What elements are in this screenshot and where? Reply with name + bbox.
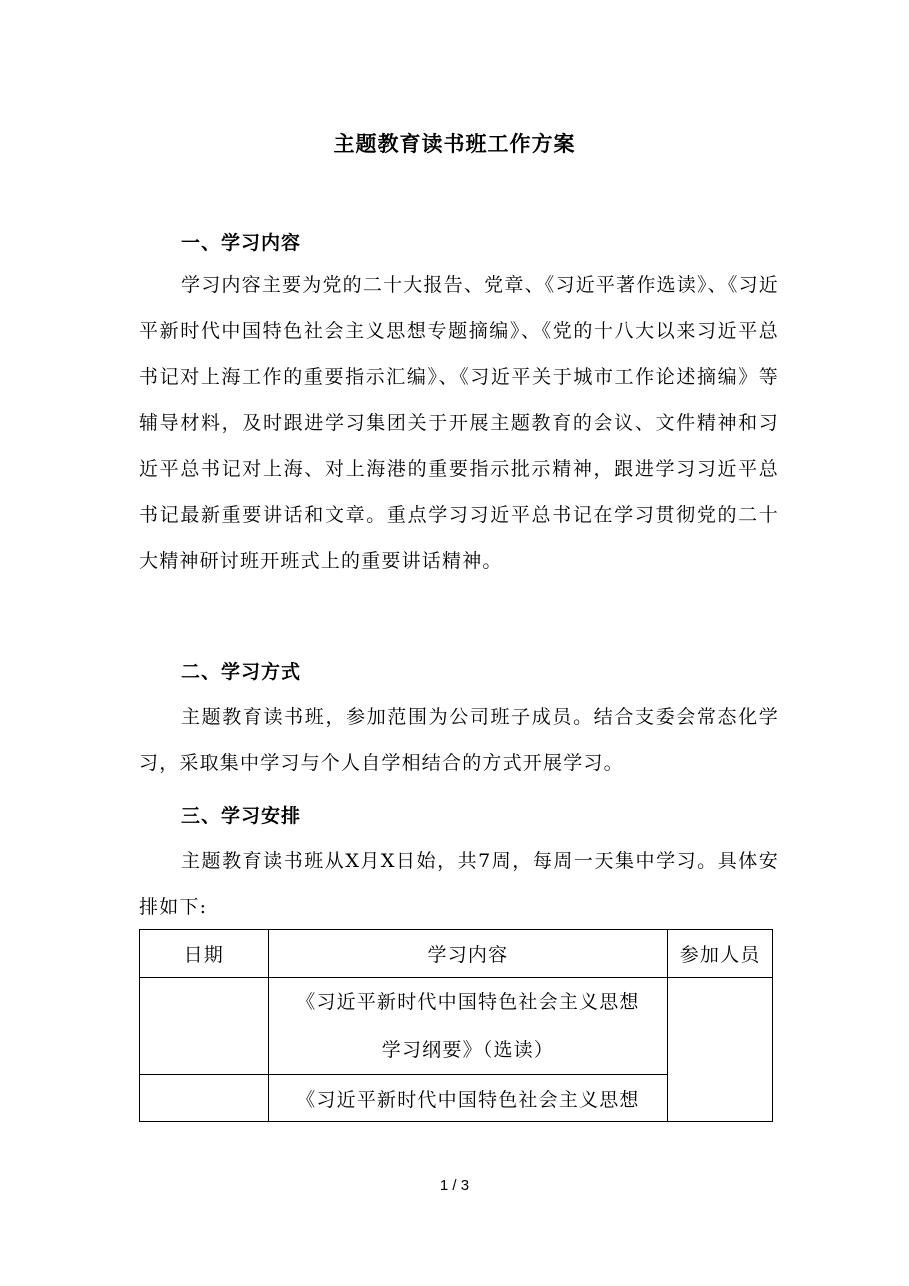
section-1-body bbox=[139, 262, 779, 584]
row-content bbox=[268, 1075, 668, 1122]
table-row bbox=[140, 978, 773, 1075]
section-2-paragraph: 主题教育读书班，参加范围为公司班子成员。结合支委会常态化学习，采取集中学习与个人自学相结合的方式开展学习。 bbox=[139, 706, 779, 774]
document-title: 主题教育读书班工作方案 bbox=[333, 132, 576, 156]
row-content-line: 《习近平新时代中国特色社会主义思想 bbox=[296, 991, 640, 1013]
schedule-table bbox=[139, 929, 773, 1122]
section-1-paragraph: 学习内容主要为党的二十大报告、党章、《习近平著作选读》、《习近平新时代中国特色社会主义思想专题摘编》、《党的十八大以来习近平总书记对上海工作的重要指示汇编》、《习近平关于城市工作论述摘编》等辅导材料，及时跟进学习集团关于开展主题教育的会议、文件精神和习近平总书记对上海、对上海港的重要指示批示精神，跟进学习习近平总书记最新重要讲话和文章。重点学习习近平总书记在学习贯彻党的二十大精神研讨班开班式上的重要讲话精神。 bbox=[139, 274, 779, 572]
section-3-paragraph: 主题教育读书班从X月X日始，共7周，每周一天集中学习。具体安排如下: bbox=[139, 850, 779, 918]
section-3-body bbox=[139, 838, 779, 930]
row-date bbox=[140, 1075, 269, 1122]
page-number: 1 / 3 bbox=[439, 1177, 470, 1194]
row-people bbox=[668, 978, 773, 1122]
row-date bbox=[140, 978, 269, 1075]
header-people: 参加人员 bbox=[668, 930, 773, 978]
section-heading-2: 二、学习方式 bbox=[181, 661, 302, 683]
row-content-line: 学习纲要》（选读） bbox=[381, 1039, 555, 1061]
table-header-row bbox=[140, 930, 773, 978]
row-content bbox=[268, 978, 668, 1075]
header-date: 日期 bbox=[140, 930, 269, 978]
section-heading-3: 三、学习安排 bbox=[181, 805, 302, 827]
header-content: 学习内容 bbox=[268, 930, 668, 978]
section-2-body bbox=[139, 694, 779, 786]
row-content-line: 《习近平新时代中国特色社会主义思想 bbox=[296, 1088, 640, 1111]
section-heading-1: 一、学习内容 bbox=[181, 232, 302, 254]
